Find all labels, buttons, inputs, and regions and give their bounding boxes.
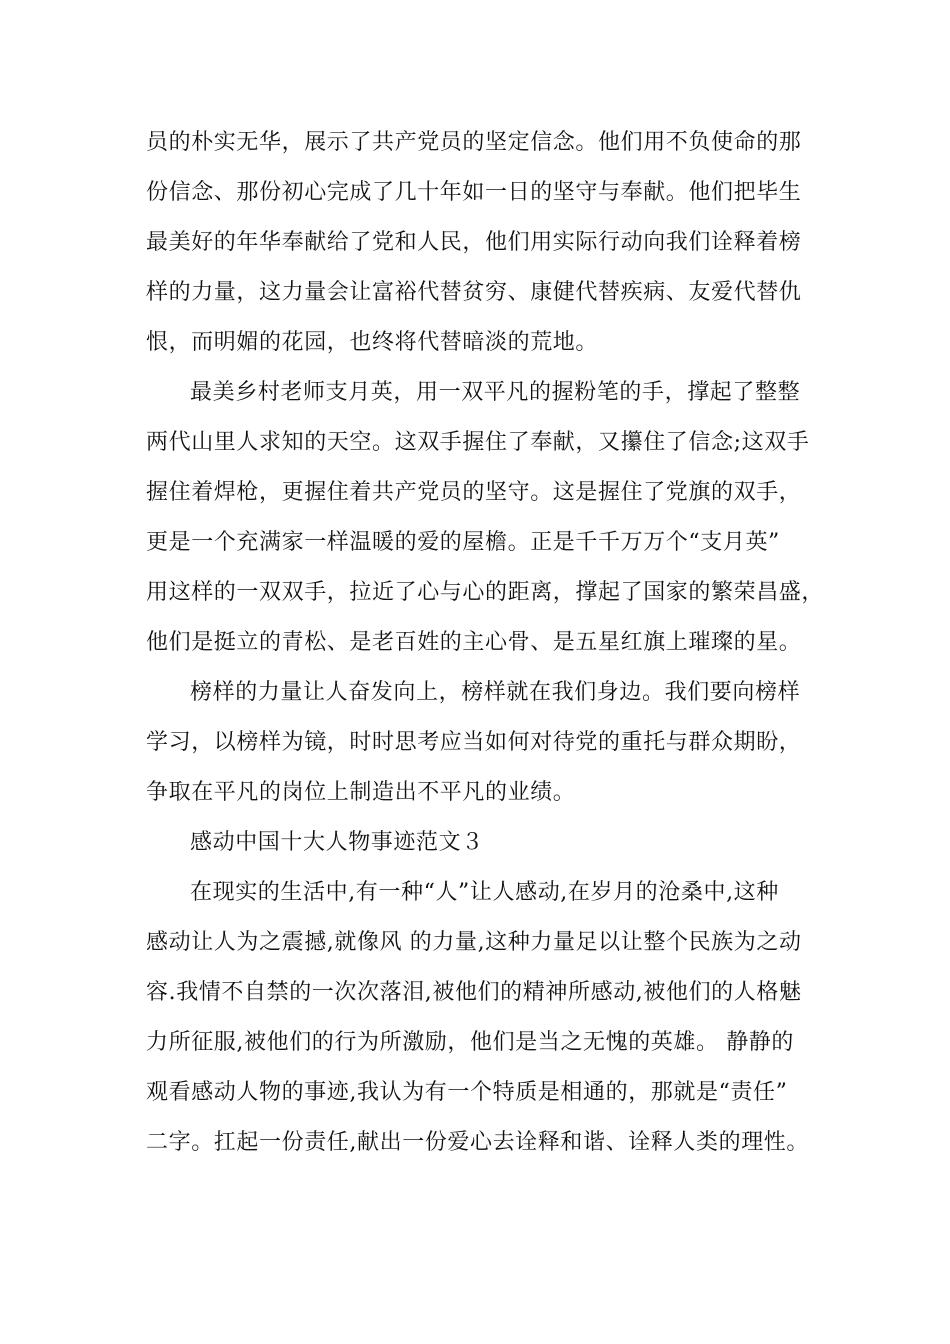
text-line: 观看感动人物的事迹,我认为有一个特质是相通的，那就是“责任” — [146, 1080, 788, 1105]
text-line: 容.我情不自禁的一次次落泪,被他们的精神所感动,被他们的人格魅 — [146, 980, 802, 1005]
text-line: 二字。扛起一份责任,献出一份爱心去诠释和谐、诠释人类的理性。 — [146, 1130, 809, 1155]
text-line: 更是一个充满家一样温暖的爱的屋檐。正是千千万万个“支月英” — [146, 530, 780, 555]
text-line: 样的力量，这力量会让富裕代替贫穷、康健代替疾病、友爱代替仇 — [146, 280, 802, 305]
text-line: 恨，而明媚的花园，也终将代替暗淡的荒地。 — [146, 330, 599, 355]
text-line: 员的朴实无华，展示了共产党员的坚定信念。他们用不负使命的那 — [146, 130, 802, 155]
text-line: 两代山里人求知的天空。这双手握住了奉献，又攥住了信念;这双手 — [146, 430, 810, 455]
text-line: 握住着焊枪，更握住着共产党员的坚守。这是握住了党旗的双手， — [146, 480, 802, 505]
text-line: 最美乡村老师支月英，用一双平凡的握粉笔的手，撑起了整整 — [190, 380, 801, 405]
text-line: 最美好的年华奉献给了党和人民，他们用实际行动向我们诠释着榜 — [146, 230, 802, 255]
text-line: 榜样的力量让人奋发向上，榜样就在我们身边。我们要向榜样 — [190, 680, 801, 705]
text-line: 他们是挺立的青松、是老百姓的主心骨、是五星红旗上璀璨的星。 — [146, 630, 802, 655]
text-line: 用这样的一双双手，拉近了心与心的距离，撑起了国家的繁荣昌盛， — [146, 580, 825, 605]
text-line: 力所征服,被他们的行为所激励，他们是当之无愧的英雄。 静静的 — [146, 1030, 794, 1055]
section-heading: 感动中国十大人物事迹范文３ — [190, 830, 484, 855]
text-line: 争取在平凡的岗位上制造出不平凡的业绩。 — [146, 780, 576, 805]
text-line: 份信念、那份初心完成了几十年如一日的坚守与奉献。他们把毕生 — [146, 180, 802, 205]
text-line: 感动让人为之震撼,就像风 的力量,这种力量足以让整个民族为之动 — [146, 930, 802, 955]
text-line: 在现实的生活中,有一种“人”让人感动,在岁月的沧桑中,这种 — [190, 880, 779, 905]
text-line: 学习，以榜样为镜，时时思考应当如何对待党的重托与群众期盼， — [146, 730, 802, 755]
